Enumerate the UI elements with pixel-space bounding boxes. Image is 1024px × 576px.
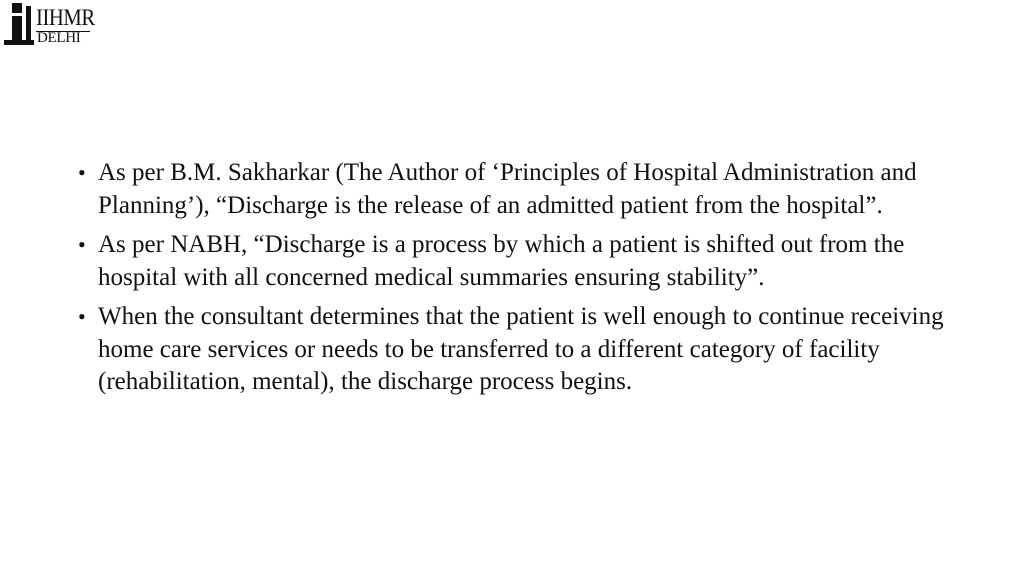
bullet-dot-icon: • — [78, 304, 86, 329]
logo-emblem-icon — [0, 0, 40, 50]
bullet-list — [76, 157, 956, 399]
bullet-text: As per B.M. Sakharkar (The Author of ‘Principles of Hospital Administration and Planning’), “Discharge is the release of an admitted patient from the hospital”. — [98, 159, 917, 219]
logo-sub-text: DELHI — [37, 30, 81, 46]
bullet-item — [76, 229, 956, 294]
slide-body — [76, 157, 956, 406]
bullet-dot-icon: • — [78, 160, 86, 185]
iihmr-logo — [0, 0, 96, 52]
bullet-dot-icon: • — [78, 232, 86, 257]
bullet-item — [76, 301, 956, 399]
bullet-text: When the consultant determines that the patient is well enough to continue receiving home care services or needs to be transferred to a different category of facility (rehabilitation, mental), the discharge process begins. — [98, 303, 944, 395]
bullet-text: As per NABH, “Discharge is a process by which a patient is shifted out from the hospital with all concerned medical summaries ensuring stability”. — [98, 231, 905, 291]
logo-main-text: IIHMR — [36, 5, 95, 30]
bullet-item — [76, 157, 956, 222]
